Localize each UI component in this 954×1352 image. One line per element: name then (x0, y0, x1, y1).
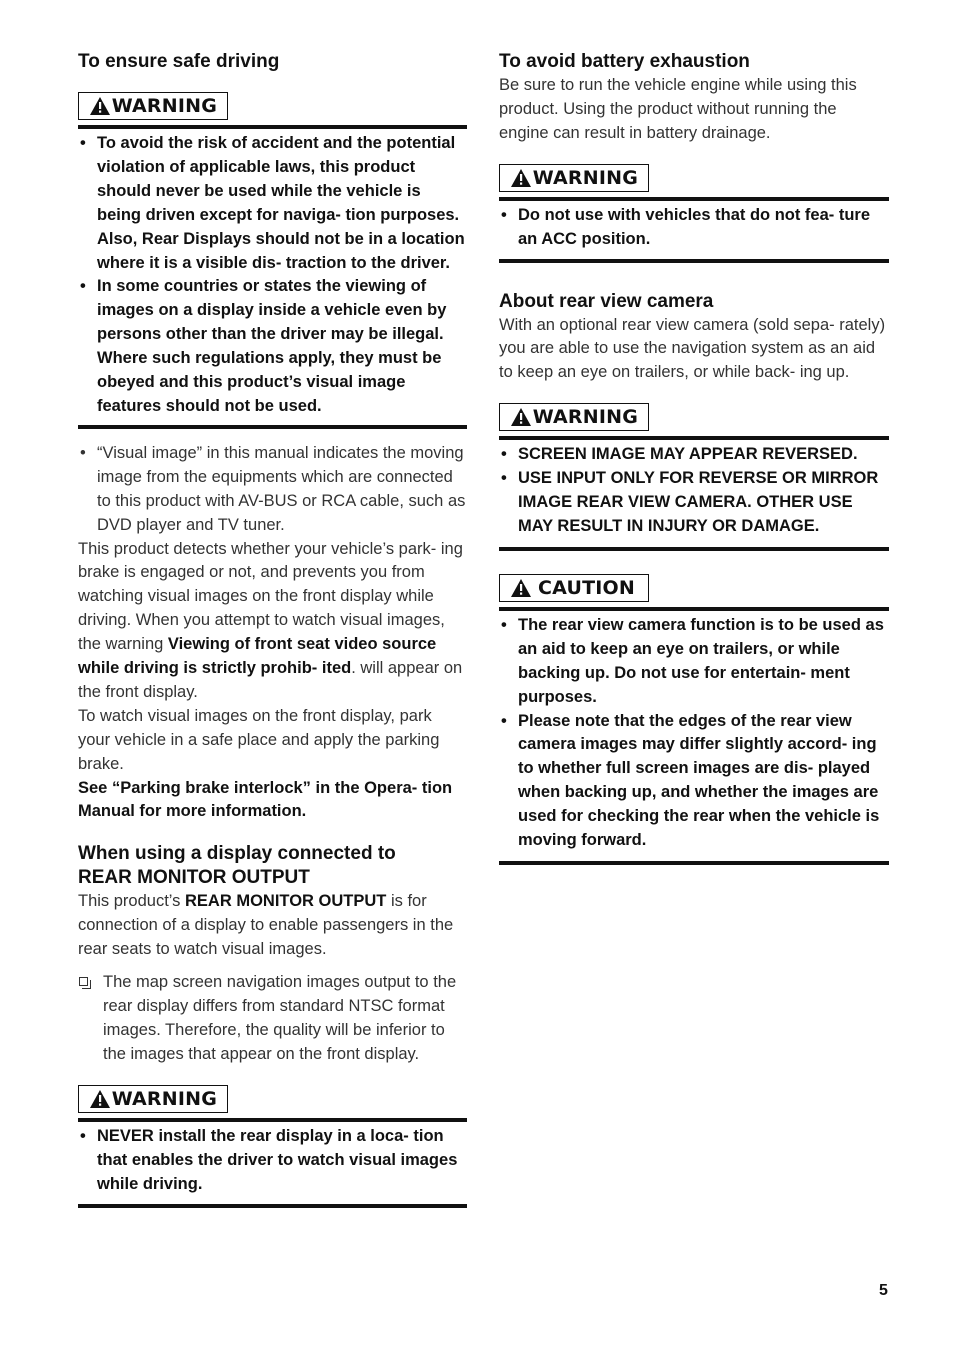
warning-bottom-rule (499, 547, 889, 551)
warning-block-battery (499, 164, 889, 263)
caution-bottom-rule (499, 861, 889, 865)
page-number: 5 (879, 1282, 888, 1299)
warning-label: WARNING (111, 1087, 217, 1110)
warning-label: WARNING (532, 406, 638, 429)
warning-badge (499, 403, 649, 431)
warning-top-rule (499, 436, 889, 440)
rear-monitor-paragraph (78, 890, 467, 962)
warning-item: • SCREEN IMAGE MAY APPEAR REVERSED. (499, 443, 889, 467)
warning-top-rule (78, 1118, 467, 1122)
warning-triangle-icon (510, 168, 527, 188)
heading-line: When using a display connected to (78, 843, 396, 865)
warning-block-camera (499, 403, 889, 551)
warning-item: • To avoid the risk of accident and the potential violation of applicable laws, this product should never be used while the vehicle is being driven except for naviga- tion purposes. Also, Rear Displays should not be in a location where it is a visible dis- traction to the driver. (78, 132, 467, 275)
caution-item: • The rear view camera function is to be used as an aid to keep an eye on trailers, or while backing up. Do not use for entertain- ment purposes. (499, 614, 889, 710)
note-item (78, 971, 467, 1067)
warning-top-rule (78, 125, 467, 129)
warning-badge (499, 164, 649, 192)
warning-badge (78, 92, 228, 120)
warning-message-text: Viewing of front seat video source while driving is strictly prohib- ited (78, 635, 437, 678)
right-column (499, 50, 889, 865)
section-heading-camera: About rear view camera (499, 290, 714, 312)
warning-block-safe-driving (78, 92, 467, 429)
camera-paragraph: With an optional rear view camera (sold sepa- rately) you are able to use the navigation system as an aid to keep an eye on trailers, or while back- ing up. (499, 315, 886, 382)
note-checkbox-icon (79, 977, 88, 986)
warning-item: • Do not use with vehicles that do not fea- ture an ACC position. (499, 204, 889, 252)
section-heading-rear-monitor (78, 842, 467, 890)
warning-top-rule (499, 197, 889, 201)
caution-block-camera (499, 574, 889, 865)
text-run: install the rear display in a loca- tion that enables the driver to watch visual images while driving. (97, 1126, 458, 1193)
section-heading-safe-driving: To ensure safe driving (78, 51, 280, 72)
text-run: . will appear on the front display. (78, 659, 463, 701)
warning-triangle-icon (510, 407, 527, 427)
warning-item: • USE INPUT ONLY FOR REVERSE OR MIRROR IMAGE REAR VIEW CAMERA. OTHER USE MAY RESULT IN INJURY OR DAMAGE. (499, 467, 889, 539)
text-run: This product’s (78, 892, 185, 911)
caution-list (499, 614, 889, 853)
warning-list (78, 132, 467, 419)
caution-badge (499, 574, 649, 602)
visual-image-list (78, 442, 467, 538)
warning-label: WARNING (532, 166, 638, 189)
caution-label: CAUTION (538, 576, 635, 599)
warning-label: WARNING (111, 95, 217, 117)
warning-bottom-rule (499, 259, 889, 263)
warning-item: • In some countries or states the viewing of images on a display inside a vehicle even by persons other than the driver may be illegal. Where such regulations apply, they must be obeyed and this product’s visual image features should not be used. (78, 275, 467, 418)
text-run: is for connection of a display to enable passengers in the rear seats to watch visual images. (78, 892, 454, 959)
warning-bottom-rule (78, 1204, 467, 1208)
park-vehicle-paragraph: To watch visual images on the front display, park your vehicle in a safe place and apply the parking brake. (78, 706, 440, 773)
warning-list (499, 204, 889, 252)
section-heading-battery: To avoid battery exhaustion (499, 51, 750, 72)
text-run: This product detects whether your vehicle’s park- ing brake is engaged or not, and prevents you from watching visual images on the front display while driving. When you attempt to watch visual images, the warning (78, 539, 463, 654)
warning-triangle-icon (89, 1089, 106, 1109)
text-run-bold: REAR MONITOR OUTPUT (185, 892, 387, 911)
warning-badge (78, 1085, 228, 1113)
warning-bottom-rule (78, 425, 467, 429)
note-text: The map screen navigation images output to the rear display differs from standard NTSC format images. Therefore, the quality will be inferior to the images that appear on the front display. (103, 973, 457, 1063)
list-item: • “Visual image” in this manual indicates the moving image from the equipments which are connected to this product with AV-BUS or RCA cable, such as DVD player and TV tuner. (78, 442, 467, 538)
heading-line: REAR MONITOR OUTPUT (78, 867, 310, 889)
battery-paragraph: Be sure to run the vehicle engine while using this product. Using the product without running the engine can result in battery drainage. (499, 76, 857, 142)
left-column (78, 50, 467, 1208)
parking-brake-paragraph (78, 538, 467, 705)
warning-list (499, 443, 889, 539)
warning-item (78, 1125, 467, 1197)
warning-triangle-icon (510, 578, 532, 598)
text-run: NEVER (97, 1126, 154, 1145)
caution-item: • Please note that the edges of the rear view camera images may differ slightly accord- ing to whether full screen images are dis- played when backing up, and whether the images are used for checking the rear when the vehicle is moving forward. (499, 710, 889, 853)
warning-list (78, 1125, 467, 1197)
warning-triangle-icon (89, 96, 106, 116)
caution-top-rule (499, 607, 889, 611)
reference-paragraph: See “Parking brake interlock” in the Opera- tion Manual for more information. (78, 778, 453, 821)
warning-block-rear-display (78, 1085, 467, 1209)
